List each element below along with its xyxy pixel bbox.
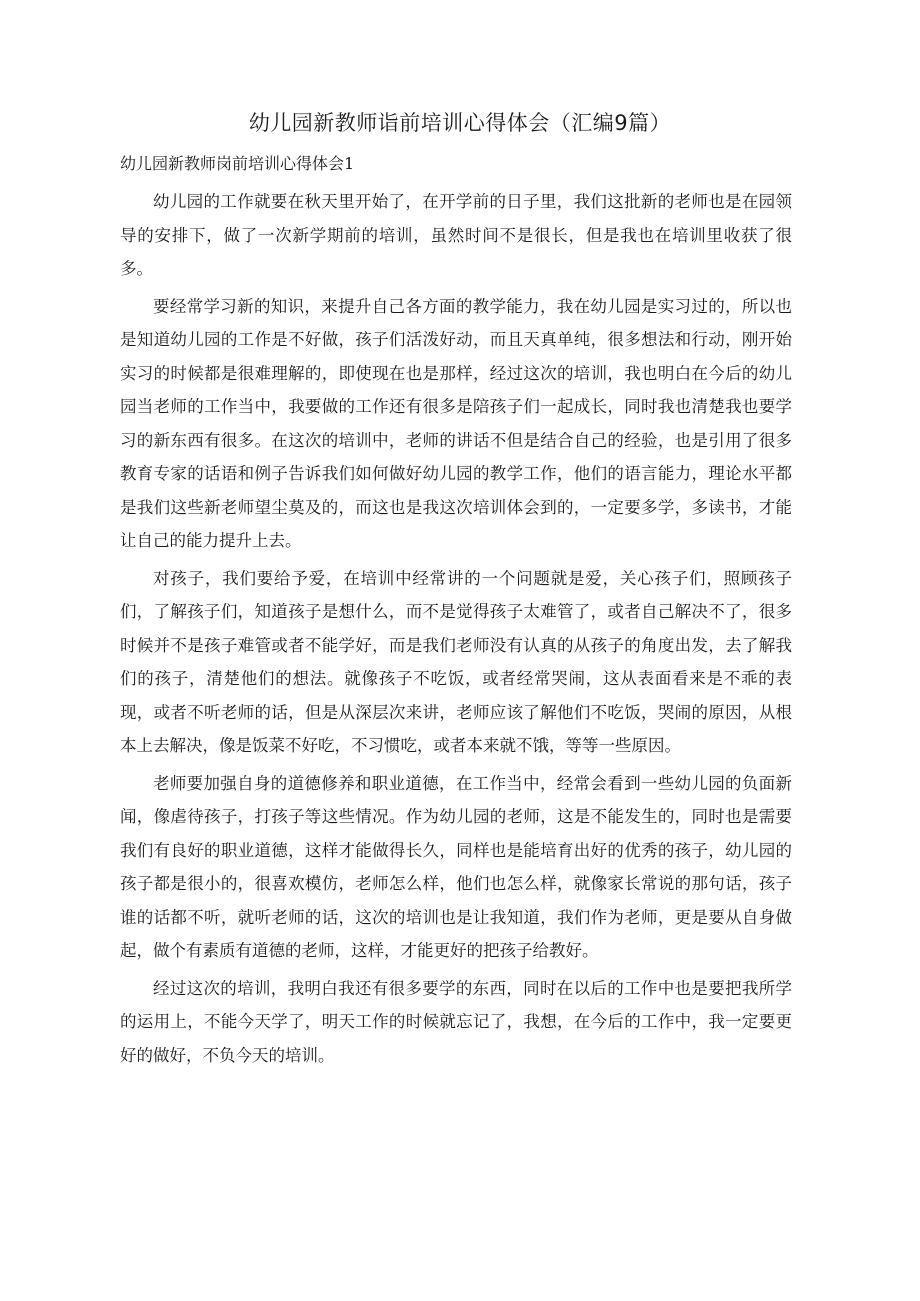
paragraph-1: 幼儿园的工作就要在秋天里开始了，在开学前的日子里，我们这批新的老师也是在园领导的安排下，做了一次新学期前的培训，虽然时间不是很长，但是我也在培训里收获了很多。 xyxy=(120,192,792,278)
paragraph-2: 要经常学习新的知识，来提升自己各方面的教学能力，我在幼儿园是实习过的，所以也是知道幼儿园的工作是不好做，孩子们活泼好动，而且天真单纯，很多想法和行动，刚开始实习的时候都是很难理解的，即使现在也是那样，经过这次的培训，我也明白在今后的幼儿园当老师的工作当中，我要做的工作还有很多是陪孩子们一起成长，同时我也清楚我也要学习的新东西有很多。在这次的培训中，老师的讲话不但是结合自己的经验，也是引用了很多教育专家的话语和例子告诉我们如何做好幼儿园的教学工作，他们的语言能力，理论水平都是我们这些新老师望尘莫及的，而这也是我这次培训体会到的，一定要多学，多读书，才能让自己的能力提升上去。 xyxy=(120,296,792,550)
document-body xyxy=(120,185,792,1076)
paragraph-5: 经过这次的培训，我明白我还有很多要学的东西，同时在以后的工作中也是要把我所学的运用上，不能今天学了，明天工作的时候就忘记了，我想，在今后的工作中，我一定要更好的做好，不负今天的培训。 xyxy=(120,978,792,1065)
document-title: 幼儿园新教师诣前培训心得体会（汇编9篇） xyxy=(248,111,672,135)
paragraph-4: 老师要加强自身的道德修养和职业道德，在工作当中，经常会看到一些幼儿园的负面新闻，像虐待孩子，打孩子等这些情况。作为幼儿园的老师，这是不能发生的，同时也是需要我们有良好的职业道德，这样才能做得长久，同样也是能培育出好的优秀的孩子，幼儿园的孩子都是很小的，很喜欢模仿，老师怎么样，他们也怎么样，就像家长常说的那句话，孩子谁的话都不听，就听老师的话，这次的培训也是让我知道，我们作为老师，更是要从自身做起，做个有素质有道德的老师，这样，才能更好的把孩子给教好。 xyxy=(120,773,792,960)
section-heading: 幼儿园新教师岗前培训心得体会1 xyxy=(120,154,355,173)
paragraph-3: 对孩子，我们要给予爱，在培训中经常讲的一个问题就是爱，关心孩子们，照顾孩子们，了解孩子们，知道孩子是想什么，而不是觉得孩子太难管了，或者自己解决不了，很多时候并不是孩子难管或者不能学好，而是我们老师没有认真的从孩子的角度出发，去了解我们的孩子，清楚他们的想法。就像孩子不吃饭，或者经常哭闹，这从表面看来是不乖的表现，或者不听老师的话，但是从深层次来讲，老师应该了解他们不吃饭，哭闹的原因，从根本上去解决，像是饭菜不好吃，不习惯吃，或者本来就不饿，等等一些原因。 xyxy=(120,568,792,755)
